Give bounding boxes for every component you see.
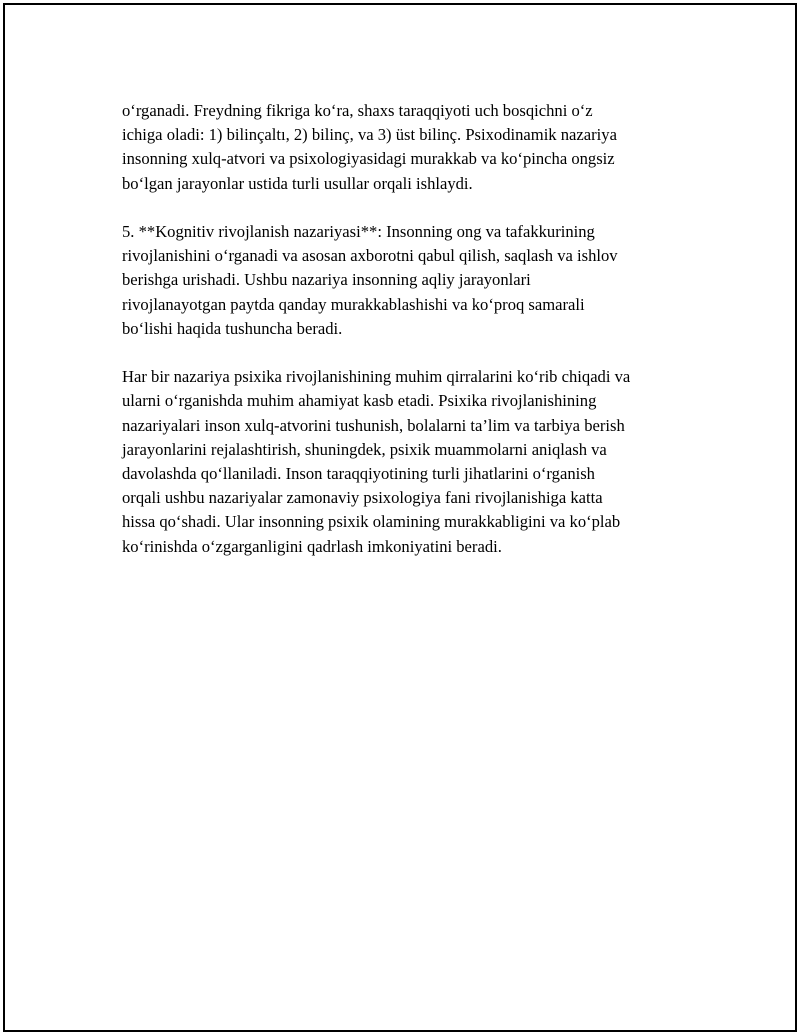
text-line: hissa qo‘shadi. Ular insonning psixik olamining murakkabligini va ko‘plab [122,512,621,532]
text-line: rivojlanayotgan paytda qanday murakkablashishi va ko‘proq samarali [122,294,585,314]
text-line: bo‘lishi haqida tushuncha beradi. [122,318,343,338]
text-line: bo‘lgan jarayonlar ustida turli usullar orqali ishlaydi. [122,173,473,193]
text-line: ko‘rinishda o‘zgarganligini qadrlash imkoniyatini beradi. [122,536,502,556]
text-line: berishga urishadi. Ushbu nazariya insonning aqliy jarayonlari [122,270,531,290]
page-frame [3,3,797,1032]
paragraph-spacer [122,341,697,365]
text-line: davolashda qo‘llaniladi. Inson taraqqiyotining turli jihatlarini o‘rganish [122,464,595,484]
text-line: nazariyalari inson xulq-atvorini tushunish, bolalarni ta’lim va tarbiya berish [122,415,625,435]
text-line: insonning xulq-atvori va psixologiyasidagi murakkab va ko‘pincha ongsiz [122,149,615,169]
text-line: ularni o‘rganishda muhim ahamiyat kasb etadi. Psixika rivojlanishining [122,391,597,411]
document-body [122,99,697,559]
text-line: Har bir nazariya psixika rivojlanishining muhim qirralarini ko‘rib chiqadi va [122,367,631,387]
text-line: 5. **Kognitiv rivojlanish nazariyasi**: Insonning ong va tafakkurining [122,222,595,241]
text-line: o‘rganadi. Freydning fikriga ko‘ra, shaxs taraqqiyoti uch bosqichni o‘z [122,101,593,120]
paragraph-cognitive-theory [122,220,697,341]
text-line: jarayonlarini rejalashtirish, shuningdek, psixik muammolarni aniqlash va [122,439,607,459]
paragraph-spacer [122,196,697,220]
text-line: rivojlanishini o‘rganadi va asosan axborotni qabul qilish, saqlash va ishlov [122,246,618,266]
paragraph-freud-stages [122,99,697,196]
text-line: orqali ushbu nazariyalar zamonaviy psixologiya fani rivojlanishiga katta [122,488,603,508]
text-line: ichiga oladi: 1) bilinçaltı, 2) bilinç, va 3) üst bilinç. Psixodinamik nazariya [122,125,617,145]
paragraph-conclusion [122,365,697,559]
